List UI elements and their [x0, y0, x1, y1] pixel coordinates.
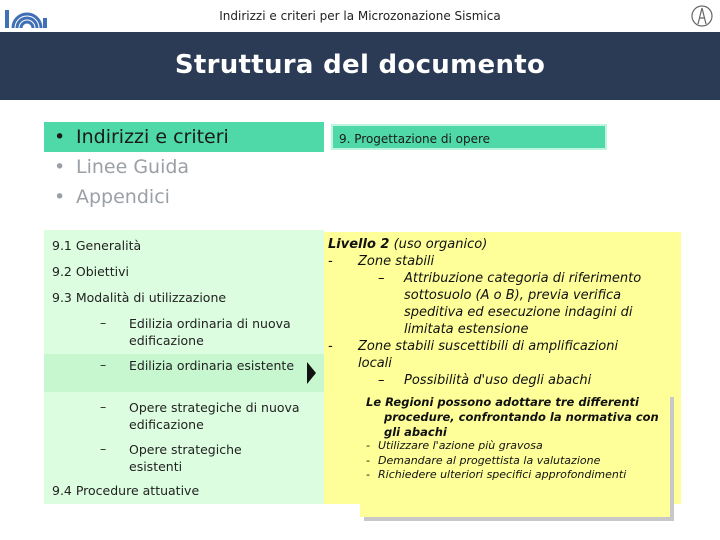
level-heading [328, 236, 487, 253]
bullet-icon: • [54, 156, 66, 178]
zone-stable-label: Zone stabili [358, 254, 435, 269]
subdash-glyph: – [378, 373, 385, 388]
note-line-1: Le Regioni possono adottare tre differenti [366, 395, 639, 409]
section-nav [44, 122, 324, 212]
nav-item-label: Appendici [76, 186, 170, 208]
subdash-glyph: – [378, 271, 385, 286]
slide-title-bar [0, 32, 720, 100]
attr-line-1: Attribuzione categoria di riferimento [404, 271, 642, 286]
toc-item-modalita[interactable]: 9.3 Modalità di utilizzazione [52, 290, 227, 305]
note-item: Utilizzare l'azione più gravosa [378, 439, 543, 452]
note-line-3: gli abachi [384, 425, 447, 439]
toc-subitem-label: Edilizia ordinaria esistente [129, 358, 295, 373]
attr-line-3: speditiva ed esecuzione indagini di [404, 305, 633, 320]
toc-subitem-label: Edilizia ordinaria di nuova edificazione [129, 316, 291, 348]
toc-item-procedure[interactable]: 9.4 Procedure attuative [52, 483, 200, 498]
attr-line-2: sottosuolo (A o B), previa verifica [404, 288, 622, 303]
bullet-icon: • [54, 186, 66, 208]
nav-item-appendici[interactable] [44, 182, 324, 212]
level-heading-bold: Livello 2 [328, 237, 390, 252]
zone-ampl-line-1: Zone stabili suscettibili di amplificazioni [358, 339, 619, 354]
nav-item-label: Linee Guida [76, 156, 190, 178]
toc-subitem-label: Opere strategiche esistenti [129, 442, 242, 474]
dash-glyph: - [366, 454, 370, 467]
dash-glyph: – [100, 315, 107, 330]
toc-subitem-label: Opere strategiche di nuova edificazione [129, 400, 300, 432]
nav-item-label: Indirizzi e criteri [76, 126, 229, 148]
abachi-label: Possibilità d'uso degli abachi [404, 373, 592, 388]
dash-glyph: – [100, 399, 107, 414]
dash-glyph: – [100, 441, 107, 456]
zone-ampl-line-2: locali [358, 356, 392, 371]
toc-subitem-esistente[interactable] [44, 354, 324, 392]
dash-glyph: - [366, 468, 370, 481]
toc-item-generalita[interactable]: 9.1 Generalità [52, 238, 142, 253]
top-bar [0, 0, 720, 32]
note-item: Demandare al progettista la valutazione [378, 454, 601, 467]
toc-subitem-nuova-edificazione[interactable] [44, 312, 324, 354]
procedures-note [360, 393, 670, 517]
dash-glyph: - [328, 339, 333, 354]
dash-glyph: - [328, 254, 333, 269]
bullet-icon: • [54, 126, 66, 148]
pointer-arrow-icon [307, 362, 316, 384]
note-item: Richiedere ulteriori specifici approfondimenti [378, 468, 627, 481]
toc-item-obiettivi[interactable]: 9.2 Obiettivi [52, 264, 129, 279]
dash-glyph: – [100, 357, 107, 372]
toc-subitem-strategiche-nuove[interactable] [44, 396, 324, 438]
attr-line-4: limitata estensione [404, 322, 529, 337]
compass-logo-icon [690, 4, 714, 28]
section-badge: 9. Progettazione di opere [331, 124, 607, 150]
nav-item-linee-guida[interactable] [44, 152, 324, 182]
dash-glyph: - [366, 439, 370, 452]
level-heading-rest: (uso organico) [389, 237, 488, 252]
nav-item-indirizzi[interactable] [44, 122, 324, 152]
slide-title: Struttura del documento [174, 50, 546, 80]
toc-subitem-strategiche-esistenti[interactable] [44, 438, 324, 480]
note-line-2: procedure, confrontando la normativa con [384, 410, 659, 424]
header-title: Indirizzi e criteri per la Microzonazione Sismica [219, 9, 501, 23]
